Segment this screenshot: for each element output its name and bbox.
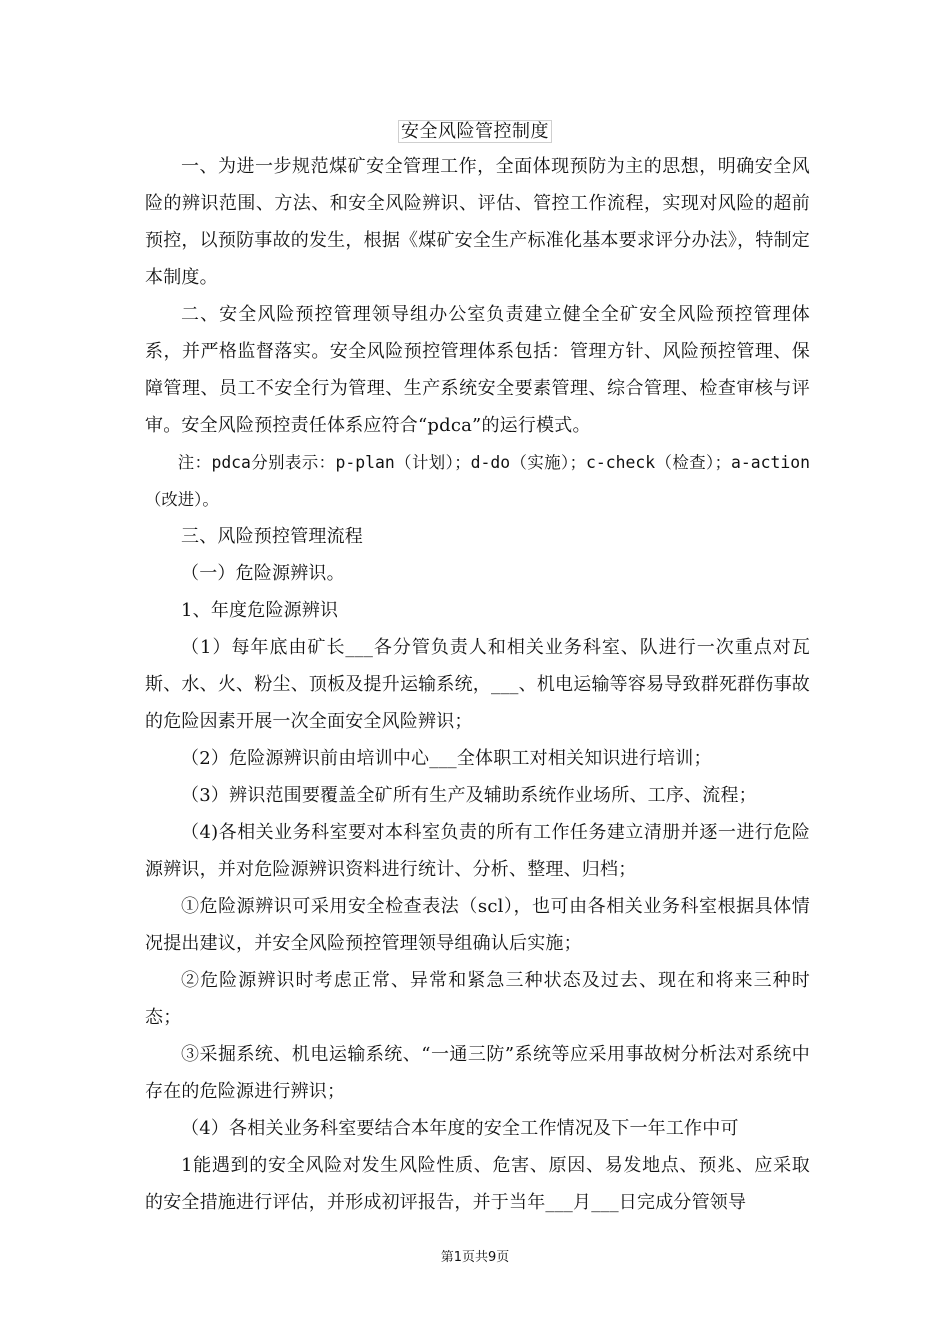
heading-hazard-identification: （一）危险源辨识。 <box>181 563 345 584</box>
sub-item-2: ②危险源辨识时考虑正常、异常和紧急三种状态及过去、现在和将来三种时态； <box>145 970 810 1028</box>
paragraph-responsibility: 二、安全风险预控管理领导组办公室负责建立健全全矿安全风险预控管理体系，并严格监督落实。安全风险预控管理体系包括：管理方针、风险预控管理、保障管理、员工不安全行为管理、生产系统安全要素管理、综合管理、检查审核与评审。安全风险预控责任体系应符合“pdca”的运行模式。 <box>145 304 810 436</box>
list-item-3: （3）辨识范围要覆盖全矿所有生产及辅助系统作业场所、工序、流程； <box>181 785 757 806</box>
document-title-text: 安全风险管控制度 <box>398 120 552 143</box>
paragraph-purpose: 一、为进一步规范煤矿安全管理工作，全面体现预防为主的思想，明确安全风险的辨识范围、方法、和安全风险辨识、评估、管控工作流程，实现对风险的超前预控，以预防事故的发生，根据《煤矿安全生产标准化基本要求评分办法》，特制定本制度。 <box>145 156 810 288</box>
page-number: 第1页共9页 <box>440 1250 510 1265</box>
list-item-4b: （4）各相关业务科室要结合本年度的安全工作情况及下一年工作中可 <box>181 1118 739 1139</box>
paragraph-continuation: 1能遇到的安全风险对发生风险性质、危害、原因、易发地点、预兆、应采取的安全措施进行评估，并形成初评报告，并于当年___月___日完成分管领导 <box>145 1155 810 1213</box>
heading-process: 三、风险预控管理流程 <box>181 526 363 547</box>
sub-item-1: ①危险源辨识可采用安全检查表法（scl），也可由各相关业务科室根据具体情况提出建议，并安全风险预控管理领导组确认后实施； <box>145 896 810 954</box>
list-item-1: （1）每年底由矿长___各分管负责人和相关业务科室、队进行一次重点对瓦斯、水、火、粉尘、顶板及提升运输系统，___、机电运输等容易导致群死群伤事故的危险因素开展一次全面安全风险辨识； <box>145 637 810 732</box>
heading-annual-identification: 1、年度危险源辨识 <box>181 600 339 621</box>
list-item-4: （4)各相关业务科室要对本科室负责的所有工作任务建立清册并逐一进行危险源辨识，并对危险源辨识资料进行统计、分析、整理、归档； <box>145 822 810 880</box>
document-body <box>145 148 810 1221</box>
sub-item-3: ③采掘系统、机电运输系统、“一通三防”系统等应采用事故树分析法对系统中存在的危险源进行辨识； <box>145 1044 810 1102</box>
list-item-2: （2）危险源辨识前由培训中心___全体职工对相关知识进行培训； <box>181 748 712 769</box>
document-title <box>0 120 950 144</box>
paragraph-pdca-note: 注：pdca分别表示：p-plan（计划）；d-do（实施）；c-check（检查）；a-action（改进）。 <box>145 453 810 509</box>
